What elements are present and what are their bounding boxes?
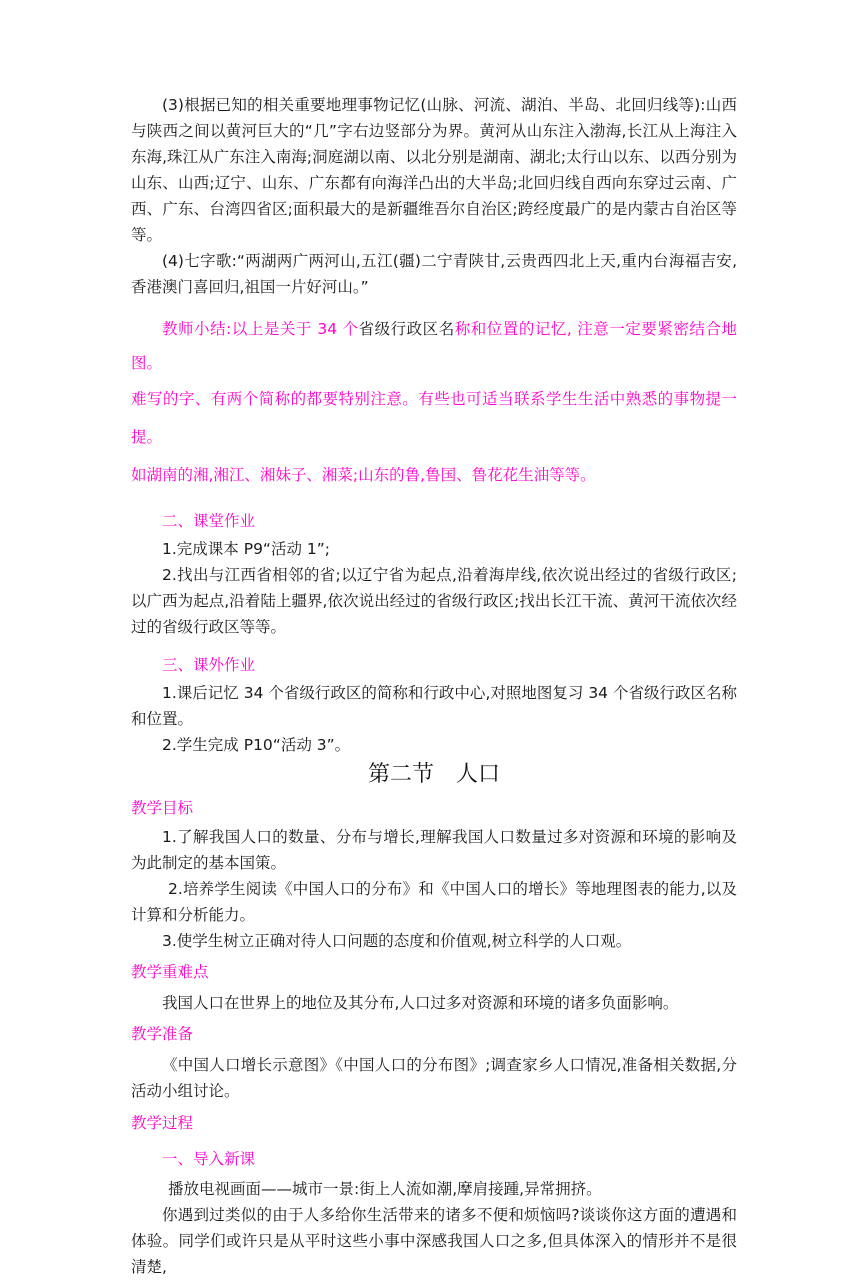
summary-part-b: 省级行政区名 (358, 320, 455, 338)
heading-teaching-process: 教学过程 (131, 1114, 194, 1132)
summary-line-1 (131, 312, 737, 380)
teaching-preparation-text: 《中国人口增长示意图》《中国人口的分布图》;调查家乡人口情况,准备相关数据,分活动小组讨论。 (131, 1056, 737, 1100)
after-class-item-2: 2.学生完成 P10“活动 3”。 (162, 736, 351, 754)
summary-part-c: 称和位置的记忆, 注意一定要紧密结合地图。 (131, 320, 737, 372)
heading-teaching-goals: 教学目标 (131, 799, 194, 817)
key-difficulties-text: 我国人口在世界上的地位及其分布,人口过多对资源和环境的诸多负面影响。 (162, 994, 679, 1012)
classroom-homework-item-1: 1.完成课本 P9“活动 1”; (162, 540, 330, 558)
paragraph-memory-method-4: (4)七字歌:“两湖两广两河山,五江(疆)二宁青陕甘,云贵西四北上天,重内台海福吉安,香港澳门喜回归,祖国一片好河山。” (131, 252, 737, 296)
heading-classroom-homework: 二、课堂作业 (162, 512, 256, 530)
goal-3: 3.使学生树立正确对待人口问题的态度和价值观,树立科学的人口观。 (162, 932, 632, 950)
introduction-text-1: 播放电视画面——城市一景:街上人流如潮,摩肩接踵,异常拥挤。 (168, 1180, 602, 1198)
summary-part-a: 教师小结:以上是关于 34 个 (162, 320, 359, 338)
goal-1: 1.了解我国人口的数量、分布与增长,理解我国人口数量过多对资源和环境的影响及为此制定的基本国策。 (131, 828, 737, 872)
teacher-summary (131, 312, 737, 494)
summary-line-3: 如湖南的湘,湘江、湘妹子、湘菜;山东的鲁,鲁国、鲁花花生油等等。 (131, 466, 596, 484)
goal-2: 2.培养学生阅读《中国人口的分布》和《中国人口的增长》等地理图表的能力,以及计算和分析能力。 (131, 880, 737, 924)
heading-key-difficulties: 教学重难点 (131, 963, 209, 981)
paragraph-memory-method-3: (3)根据已知的相关重要地理事物记忆(山脉、河流、湖泊、半岛、北回归线等):山西与陕西之间以黄河巨大的“几”字右边竖部分为界。黄河从山东注入渤海,长江从上海注入东海,珠江从广东注入南海;洞庭湖以南、以北分别是湖南、湖北;太行山以东、以西分别为山东、山西;辽宁、山东、广东都有向海洋凸出的大半岛;北回归线自西向东穿过云南、广西、广东、台湾四省区;面积最大的是新疆维吾尔自治区;跨经度最广的是内蒙古自治区等等。 (131, 96, 737, 244)
after-class-item-1: 1.课后记忆 34 个省级行政区的简称和行政中心,对照地图复习 34 个省级行政区名称和位置。 (131, 684, 737, 728)
introduction-text-2: 你遇到过类似的由于人多给你生活带来的诸多不便和烦恼吗?谈谈你这方面的遭遇和体验。同学们或许只是从平时这些小事中深感我国人口之多,但具体深入的情形并不是很清楚, (131, 1206, 737, 1276)
heading-introduction: 一、导入新课 (162, 1150, 256, 1168)
classroom-homework-item-2: 2.找出与江西省相邻的省;以辽宁省为起点,沿着海岸线,依次说出经过的省级行政区;以广西为起点,沿着陆上疆界,依次说出经过的省级行政区;找出长江干流、黄河干流依次经过的省级行政区等等。 (131, 566, 737, 636)
section-title: 第二节 人口 (367, 762, 500, 787)
heading-after-class-homework: 三、课外作业 (162, 656, 256, 674)
page-content (131, 92, 737, 1280)
summary-line-2: 难写的字、有两个简称的都要特别注意。有些也可适当联系学生生活中熟悉的事物提一提。 (131, 390, 737, 446)
heading-teaching-preparation: 教学准备 (131, 1025, 194, 1043)
